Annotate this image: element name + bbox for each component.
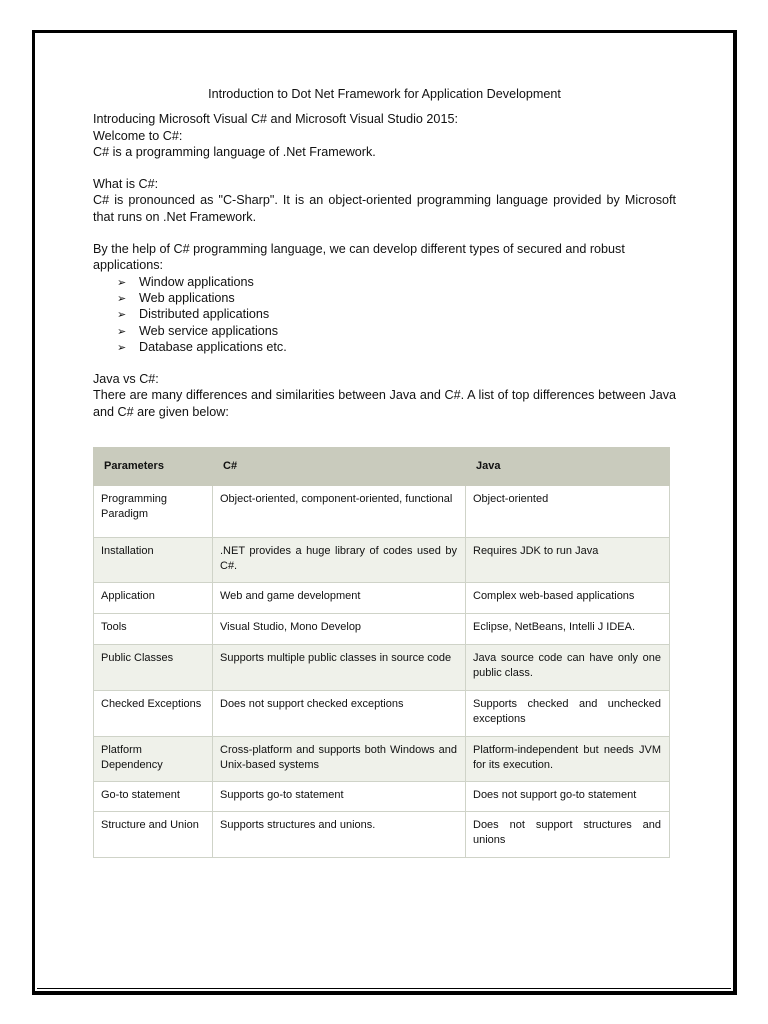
cell-csharp: Supports go-to statement bbox=[213, 782, 466, 812]
table-row bbox=[94, 645, 670, 691]
table-row bbox=[94, 812, 670, 858]
cell-parameter: Checked Exceptions bbox=[94, 691, 213, 737]
list-item: ➢ Window applications bbox=[117, 274, 676, 290]
java-vs-body: There are many differences and similarities between Java and C#. A list of top differences between Java and C# are given below: bbox=[93, 388, 676, 419]
cell-java: Platform-independent but needs JVM for its execution. bbox=[466, 737, 670, 782]
table-row bbox=[94, 583, 670, 614]
cell-csharp: Supports multiple public classes in source code bbox=[213, 645, 466, 691]
cell-java: Supports checked and unchecked exceptions bbox=[466, 691, 670, 737]
arrow-bullet-icon: ➢ bbox=[117, 292, 127, 305]
cell-parameter: Application bbox=[94, 583, 213, 614]
table-row bbox=[94, 737, 670, 782]
cell-csharp: Visual Studio, Mono Develop bbox=[213, 614, 466, 645]
cell-csharp: .NET provides a huge library of codes used by C#. bbox=[213, 538, 466, 583]
list-item: ➢ Web applications bbox=[117, 290, 676, 306]
cell-csharp: Does not support checked exceptions bbox=[213, 691, 466, 737]
what-is-heading: What is C#: bbox=[93, 177, 159, 192]
java-vs-heading: Java vs C#: bbox=[93, 372, 159, 387]
list-item: ➢ Web service applications bbox=[117, 323, 676, 339]
cell-csharp: Web and game development bbox=[213, 583, 466, 614]
cell-java: Does not support structures and unions bbox=[466, 812, 670, 858]
cell-parameter: Platform Dependency bbox=[94, 737, 213, 782]
cell-parameter: Installation bbox=[94, 538, 213, 583]
intro-line-2: Welcome to C#: bbox=[93, 128, 183, 143]
cell-java: Requires JDK to run Java bbox=[466, 538, 670, 583]
cell-java: Complex web-based applications bbox=[466, 583, 670, 614]
document-title: Introduction to Dot Net Framework for Application Development bbox=[208, 87, 561, 101]
arrow-bullet-icon: ➢ bbox=[117, 276, 127, 289]
cell-java: Object-oriented bbox=[466, 486, 670, 538]
document-body bbox=[93, 86, 676, 420]
what-is-body: C# is pronounced as "C-Sharp". It is an object-oriented programming language provided by Microsoft that runs on .Net Framework. bbox=[93, 193, 676, 224]
table-header-row bbox=[94, 448, 670, 486]
cell-csharp: Object-oriented, component-oriented, functional bbox=[213, 486, 466, 538]
header-java: Java bbox=[466, 448, 670, 486]
list-item: ➢ Distributed applications bbox=[117, 306, 676, 322]
comparison-table bbox=[93, 447, 670, 858]
cell-parameter: Public Classes bbox=[94, 645, 213, 691]
cell-parameter: Tools bbox=[94, 614, 213, 645]
table-row bbox=[94, 782, 670, 812]
application-types-list bbox=[93, 274, 676, 355]
cell-java: Does not support go-to statement bbox=[466, 782, 670, 812]
table-row bbox=[94, 614, 670, 645]
arrow-bullet-icon: ➢ bbox=[117, 341, 127, 354]
cell-java: Eclipse, NetBeans, Intelli J IDEA. bbox=[466, 614, 670, 645]
intro-line-1: Introducing Microsoft Visual C# and Microsoft Visual Studio 2015: bbox=[93, 112, 458, 127]
list-item: ➢ Database applications etc. bbox=[117, 339, 676, 355]
table-row bbox=[94, 538, 670, 583]
header-parameters: Parameters bbox=[94, 448, 213, 486]
table-row bbox=[94, 486, 670, 538]
apps-lead: By the help of C# programming language, we can develop different types of secured and robust applications: bbox=[93, 242, 625, 273]
cell-csharp: Supports structures and unions. bbox=[213, 812, 466, 858]
cell-java: Java source code can have only one public class. bbox=[466, 645, 670, 691]
cell-parameter: Programming Paradigm bbox=[94, 486, 213, 538]
intro-line-3: C# is a programming language of .Net Framework. bbox=[93, 144, 376, 159]
header-csharp: C# bbox=[213, 448, 466, 486]
cell-parameter: Go-to statement bbox=[94, 782, 213, 812]
cell-csharp: Cross-platform and supports both Windows and Unix-based systems bbox=[213, 737, 466, 782]
cell-parameter: Structure and Union bbox=[94, 812, 213, 858]
arrow-bullet-icon: ➢ bbox=[117, 325, 127, 338]
arrow-bullet-icon: ➢ bbox=[117, 309, 127, 322]
table-row bbox=[94, 691, 670, 737]
